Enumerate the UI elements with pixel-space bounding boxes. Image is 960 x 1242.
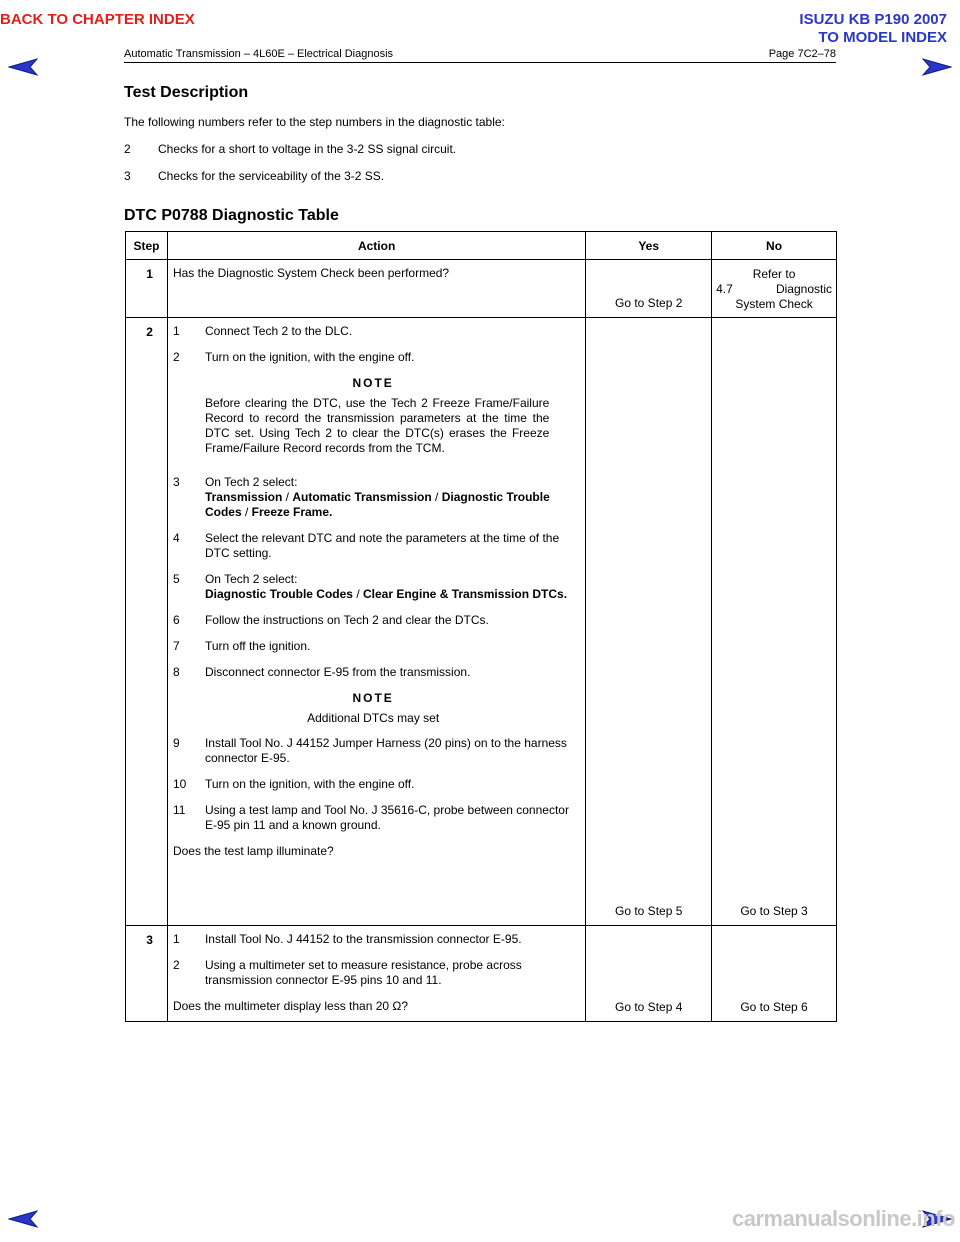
watermark: carmanualsonline.info bbox=[732, 1206, 955, 1231]
item-text bbox=[205, 475, 573, 520]
item-number: 7 bbox=[172, 639, 180, 653]
arrow-right-icon[interactable] bbox=[922, 58, 952, 76]
item-text: Disconnect connector E-95 from the transmission. bbox=[204, 665, 471, 679]
path-separator: / bbox=[431, 490, 442, 504]
action-cell bbox=[167, 318, 585, 926]
yes-action: Go to Step 4 bbox=[615, 1000, 683, 1014]
item-text: Install Tool No. J 44152 to the transmission connector E-95. bbox=[204, 932, 522, 946]
item-number: 9 bbox=[172, 736, 180, 750]
step-question: Does the multimeter display less than 20 Ω? bbox=[172, 999, 409, 1013]
no-cell bbox=[712, 260, 837, 318]
path-separator: / bbox=[241, 505, 252, 519]
action-item bbox=[173, 958, 573, 988]
no-action: Go to Step 3 bbox=[740, 904, 808, 918]
item-text: Connect Tech 2 to the DLC. bbox=[204, 324, 353, 338]
no-line: Refer to bbox=[752, 267, 796, 281]
item-number: 2 bbox=[124, 142, 131, 156]
action-item bbox=[173, 324, 573, 339]
no-line: System Check bbox=[735, 297, 813, 311]
item-text: Checks for the serviceability of the 3-2 SS. bbox=[158, 169, 385, 183]
action-item bbox=[173, 736, 573, 766]
item-number: 11 bbox=[172, 803, 186, 817]
item-number: 3 bbox=[172, 475, 180, 489]
step-number: 3 bbox=[126, 926, 168, 1022]
table-header-row bbox=[126, 232, 837, 260]
no-action: Go to Step 6 bbox=[740, 1000, 808, 1014]
table-title: DTC P0788 Diagnostic Table bbox=[124, 207, 339, 224]
item-number: 2 bbox=[172, 350, 180, 364]
arrow-left-icon[interactable] bbox=[8, 58, 38, 76]
menu-path: Transmission bbox=[204, 490, 283, 504]
item-text bbox=[205, 572, 573, 602]
action-item bbox=[173, 531, 573, 561]
menu-path: Diagnostic Trouble Codes bbox=[204, 587, 353, 601]
action-item bbox=[173, 665, 573, 680]
item-number: 4 bbox=[172, 531, 180, 545]
item-text-line: On Tech 2 select: bbox=[204, 572, 298, 586]
item-text: Using a test lamp and Tool No. J 35616-C, probe between connector E-95 pin 11 and a known ground. bbox=[204, 803, 569, 832]
action-item bbox=[173, 350, 573, 365]
column-header-yes: Yes bbox=[586, 232, 712, 260]
no-action bbox=[712, 260, 836, 312]
item-number: 5 bbox=[172, 572, 180, 586]
diagnostic-table bbox=[125, 231, 837, 1022]
arrow-left-icon[interactable] bbox=[8, 1210, 38, 1228]
note-title: NOTE bbox=[352, 691, 394, 705]
no-line bbox=[716, 282, 832, 297]
back-to-chapter-index-link[interactable]: BACK TO CHAPTER INDEX bbox=[0, 11, 195, 28]
test-description-item bbox=[124, 142, 456, 156]
table-row bbox=[126, 926, 837, 1022]
running-header-title: Automatic Transmission – 4L60E – Electrical Diagnosis bbox=[124, 48, 394, 60]
item-text-line: On Tech 2 select: bbox=[204, 475, 298, 489]
item-number: 10 bbox=[172, 777, 187, 791]
menu-path: Freeze Frame. bbox=[251, 505, 333, 519]
note-title: NOTE bbox=[352, 376, 394, 390]
action-cell bbox=[167, 260, 585, 318]
item-text: Select the relevant DTC and note the parameters at the time of the DTC setting. bbox=[204, 531, 560, 560]
column-header-no: No bbox=[712, 232, 837, 260]
yes-action: Go to Step 5 bbox=[615, 904, 683, 918]
column-header-step: Step bbox=[126, 232, 168, 260]
test-description-heading: Test Description bbox=[124, 84, 249, 101]
page-number: Page 7C2–78 bbox=[768, 48, 836, 60]
step-question: Has the Diagnostic System Check been performed? bbox=[172, 266, 450, 280]
item-text: Install Tool No. J 44152 Jumper Harness (20 pins) on to the harness connector E-95. bbox=[204, 736, 567, 765]
item-text: Turn on the ignition, with the engine off. bbox=[204, 777, 415, 791]
item-text: Turn on the ignition, with the engine off. bbox=[204, 350, 415, 364]
step-number: 2 bbox=[126, 318, 168, 926]
item-number: 1 bbox=[172, 932, 180, 946]
yes-cell bbox=[586, 318, 712, 926]
item-number: 3 bbox=[124, 169, 131, 183]
note-body: Before clearing the DTC, use the Tech 2 Freeze Frame/Failure Record to record the transmission parameters at the time the DTC set. Using Tech 2 to clear the DTC(s) erases the Freeze Frame/Failure Record records from the TCM. bbox=[204, 396, 550, 455]
item-number: 2 bbox=[172, 958, 180, 972]
header-rule bbox=[124, 62, 836, 63]
yes-cell bbox=[586, 926, 712, 1022]
step-question: Does the test lamp illuminate? bbox=[172, 844, 334, 858]
table-row bbox=[126, 260, 837, 318]
path-separator: / bbox=[282, 490, 293, 504]
action-cell bbox=[167, 926, 585, 1022]
test-description-item bbox=[124, 169, 384, 183]
yes-cell bbox=[586, 260, 712, 318]
no-line-part: Diagnostic bbox=[775, 282, 832, 296]
action-item bbox=[173, 932, 573, 947]
no-line-part: 4.7 bbox=[716, 282, 733, 296]
model-title-link[interactable]: ISUZU KB P190 2007 bbox=[799, 11, 947, 28]
item-text: Using a multimeter set to measure resistance, probe across transmission connector E-95 pins 10 and 11. bbox=[204, 958, 522, 987]
table-row bbox=[126, 318, 837, 926]
no-cell bbox=[712, 318, 837, 926]
column-header-action: Action bbox=[167, 232, 585, 260]
note-body: Additional DTCs may set bbox=[307, 711, 440, 725]
item-text: Turn off the ignition. bbox=[204, 639, 311, 653]
item-number: 8 bbox=[172, 665, 180, 679]
no-cell bbox=[712, 926, 837, 1022]
yes-action: Go to Step 2 bbox=[615, 296, 683, 310]
action-item bbox=[173, 475, 573, 520]
item-text: Follow the instructions on Tech 2 and clear the DTCs. bbox=[204, 613, 489, 627]
to-model-index-link[interactable]: TO MODEL INDEX bbox=[818, 29, 947, 46]
action-item bbox=[173, 803, 573, 833]
step-number: 1 bbox=[126, 260, 168, 318]
action-item bbox=[173, 613, 573, 628]
menu-path: Automatic Transmission bbox=[292, 490, 432, 504]
path-separator: / bbox=[352, 587, 363, 601]
menu-path: Diagnostic Trouble Codes bbox=[204, 490, 550, 519]
item-text: Checks for a short to voltage in the 3-2 SS signal circuit. bbox=[158, 142, 457, 156]
action-item bbox=[173, 639, 573, 654]
menu-path: Clear Engine & Transmission DTCs. bbox=[363, 587, 568, 601]
item-number: 1 bbox=[172, 324, 180, 338]
test-description-intro: The following numbers refer to the step numbers in the diagnostic table: bbox=[124, 115, 505, 129]
item-number: 6 bbox=[172, 613, 180, 627]
action-item bbox=[173, 777, 573, 792]
action-item bbox=[173, 572, 573, 602]
